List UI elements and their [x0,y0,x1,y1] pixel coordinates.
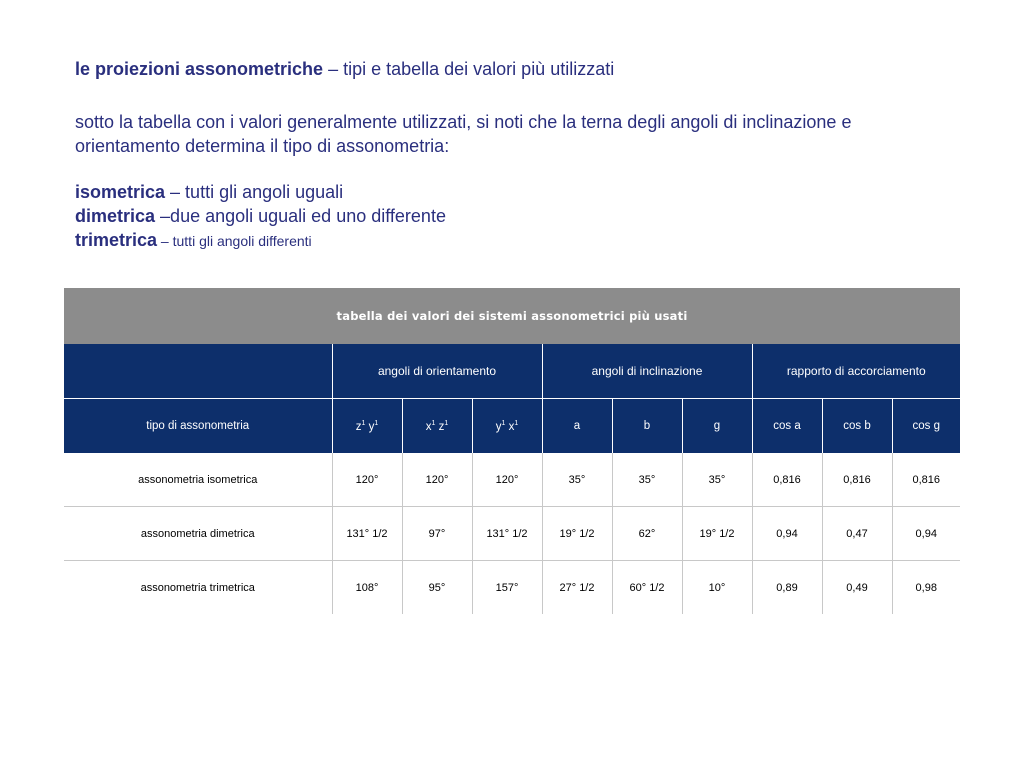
table-cell: 0,98 [892,561,960,615]
table-cell: 108° [332,561,402,615]
column-header-g: g [682,399,752,454]
type-description: – tutti gli angoli differenti [157,233,312,249]
table-cell: 120° [472,453,542,507]
group-header-empty [64,344,332,399]
table-cell: 35° [612,453,682,507]
column-header-a: a [542,399,612,454]
table-cell: 10° [682,561,752,615]
column-header-y1x1: $y^1$ $x^1$ [472,399,542,454]
column-header-b: b [612,399,682,454]
row-header-label: tipo di assonometria [64,399,332,454]
table-cell: 60° 1/2 [612,561,682,615]
table-cell: 0,94 [752,507,822,561]
table-cell: 131° 1/2 [332,507,402,561]
table-row [64,453,960,507]
row-name: assonometria trimetrica [64,561,332,615]
row-name: assonometria dimetrica [64,507,332,561]
group-header-reduction: rapporto di accorciamento [752,344,960,399]
group-header-inclination: angoli di inclinazione [542,344,752,399]
table-cell: 0,94 [892,507,960,561]
table-cell: 62° [612,507,682,561]
table-cell: 95° [402,561,472,615]
column-header-cos-b: cos b [822,399,892,454]
values-table [64,288,960,614]
heading-rest: – tipi e tabella dei valori più utilizzati [323,59,615,79]
column-header-cos-a: cos a [752,399,822,454]
page-heading [75,58,614,80]
column-header-x1z1: $x^1$ $z^1$ [402,399,472,454]
table-cell: 120° [332,453,402,507]
table-cell: 35° [542,453,612,507]
table-cell: 0,89 [752,561,822,615]
type-description: –due angoli uguali ed uno differente [155,206,446,226]
table-cell: 27° 1/2 [542,561,612,615]
table-cell: 131° 1/2 [472,507,542,561]
type-name: trimetrica [75,230,158,250]
table-cell: 19° 1/2 [542,507,612,561]
row-name: assonometria isometrica [64,453,332,507]
column-header-cos-g: cos g [892,399,960,454]
table-cell: 157° [472,561,542,615]
table-cell: 97° [402,507,472,561]
type-trimetric [75,228,446,253]
table-cell: 0,49 [822,561,892,615]
group-header-orientation: angoli di orientamento [332,344,542,399]
heading-bold: le proiezioni assonometriche [75,59,324,79]
table-cell: 19° 1/2 [682,507,752,561]
table-cell: 0,47 [822,507,892,561]
table-cell: 0,816 [822,453,892,507]
type-description: – tutti gli angoli uguali [165,182,344,202]
table-cell: 0,816 [752,453,822,507]
type-name: dimetrica [75,206,156,226]
intro-paragraph: sotto la tabella con i valori generalmente utilizzati, si noti che la terna degli angoli di inclinazione e orientamento determina il tipo di assonometria: [75,112,852,156]
type-isometric [75,180,446,204]
table-title: tabella dei valori dei sistemi assonometrici più usati [64,288,960,344]
table-cell: 0,816 [892,453,960,507]
type-name: isometrica [75,182,166,202]
table-cell: 35° [682,453,752,507]
axonometry-types [75,180,446,253]
type-dimetric [75,204,446,228]
table-row [64,561,960,615]
table-cell: 120° [402,453,472,507]
table-row [64,507,960,561]
column-header-z1y1: $z^1$ $y^1$ [332,399,402,454]
